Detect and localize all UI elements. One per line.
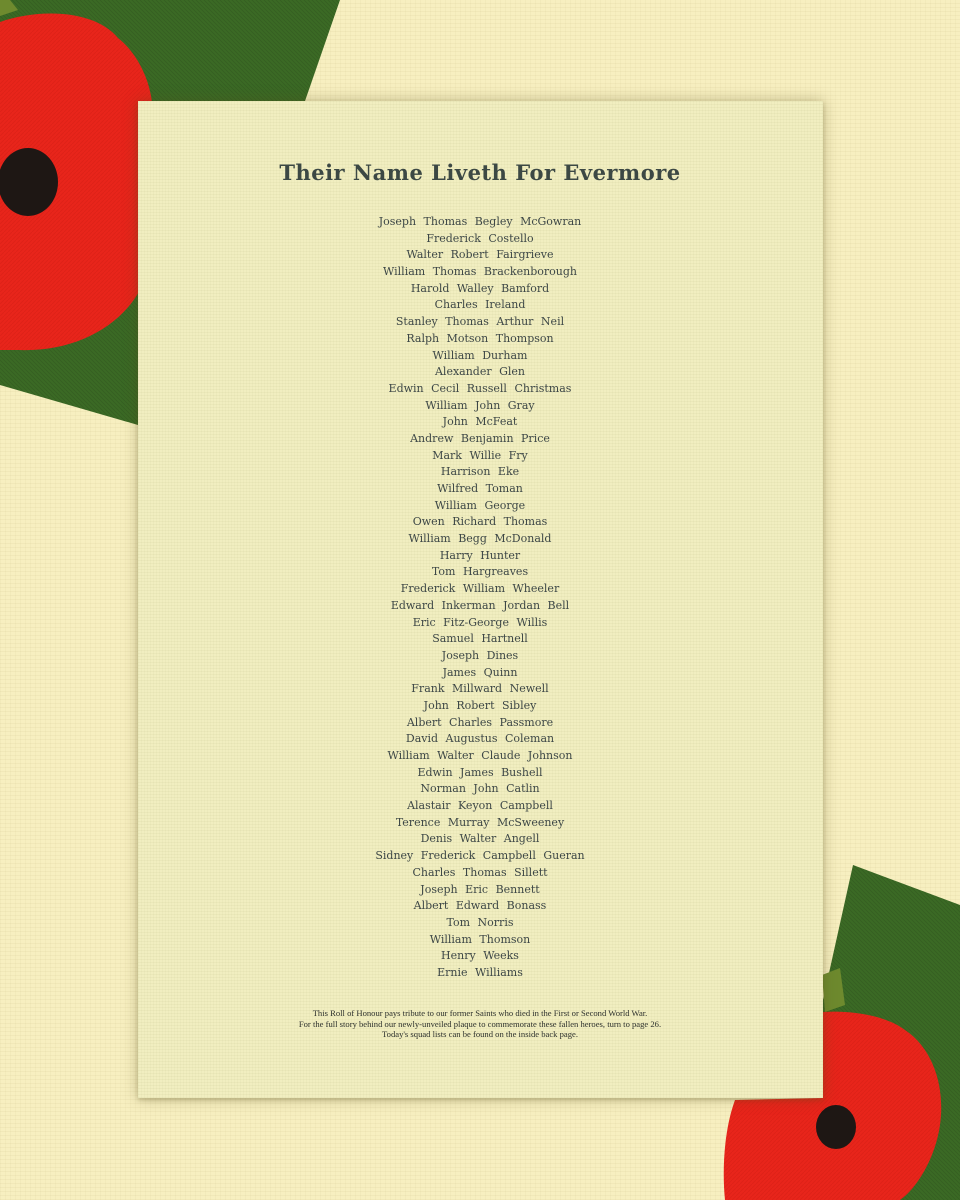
name-entry: Tom Norris <box>446 915 514 929</box>
name-entry: Joseph Thomas Begley McGowran <box>378 215 582 228</box>
name-entry: William George <box>434 498 526 512</box>
name-entry: Frederick Costello <box>426 231 534 245</box>
name-entry: Tom Hargreaves <box>431 565 529 579</box>
footer-line: This Roll of Honour pays tribute to our former Saints who died in the First or Second World War. <box>312 1008 648 1018</box>
name-entry: Andrew Benjamin Price <box>410 431 550 445</box>
name-entry: William Thomas Brackenborough <box>383 265 577 279</box>
name-entry: Terence Murray McSweeney <box>395 815 565 829</box>
footer-line: Today's squad lists can be found on the inside back page. <box>382 1029 578 1040</box>
name-entry: Owen Richard Thomas <box>412 515 548 529</box>
name-entry: John McFeat <box>442 415 518 429</box>
name-entry: Denis Walter Angell <box>420 832 540 846</box>
name-entry: Harry Hunter <box>439 548 521 562</box>
name-entry: Edward Inkerman Jordan Bell <box>390 598 570 612</box>
name-entry: Alastair Keyon Campbell <box>407 799 553 813</box>
name-entry: William Walter Claude Johnson <box>387 749 573 762</box>
name-entry: Joseph Eric Bennett <box>420 882 540 896</box>
name-entry: John Robert Sibley <box>423 698 537 712</box>
name-entry: Charles Thomas Sillett <box>412 865 548 879</box>
name-entry: Henry Weeks <box>441 949 519 963</box>
name-entry: Eric Fitz-George Willis <box>412 615 548 629</box>
page-title: Their Name Liveth For Evermore <box>279 160 681 185</box>
name-entry: William John Gray <box>425 398 535 412</box>
name-entry: Samuel Hartnell <box>432 632 528 646</box>
name-entry: William Thomson <box>429 932 531 946</box>
name-entry: Ernie Williams <box>437 965 523 979</box>
name-entry: William Durham <box>432 348 528 362</box>
name-entry: Alexander Glen <box>434 365 526 379</box>
name-entry: Walter Robert Fairgrieve <box>406 248 554 262</box>
name-entry: James Quinn <box>442 665 518 679</box>
name-entry: Edwin Cecil Russell Christmas <box>388 381 572 395</box>
name-entry: Charles Ireland <box>434 298 526 312</box>
name-entry: Stanley Thomas Arthur Neil <box>395 315 565 329</box>
name-entry: Ralph Motson Thompson <box>406 331 554 345</box>
name-entry: William Begg McDonald <box>408 532 552 546</box>
name-entry: Frederick William Wheeler <box>400 582 560 596</box>
names-list <box>0 214 960 982</box>
name-entry: Joseph Dines <box>441 648 519 662</box>
name-entry: Edwin James Bushell <box>417 765 543 779</box>
footer-line: For the full story behind our newly-unveiled plaque to commemorate these fallen heroes, turn to page 26. <box>298 1018 662 1029</box>
name-entry: Mark Willie Fry <box>432 448 528 462</box>
name-entry: David Augustus Coleman <box>405 732 555 746</box>
name-entry: Norman John Catlin <box>420 782 540 796</box>
name-entry: Harrison Eke <box>440 465 520 479</box>
name-entry: Albert Charles Passmore <box>406 715 554 729</box>
name-entry: Wilfred Toman <box>437 482 523 495</box>
name-entry: Harold Walley Bamford <box>410 281 550 295</box>
name-entry: Frank Millward Newell <box>411 682 549 696</box>
name-entry: Albert Edward Bonass <box>413 899 547 913</box>
name-entry: Sidney Frederick Campbell Gueran <box>375 849 585 863</box>
footer-note <box>0 1008 960 1040</box>
